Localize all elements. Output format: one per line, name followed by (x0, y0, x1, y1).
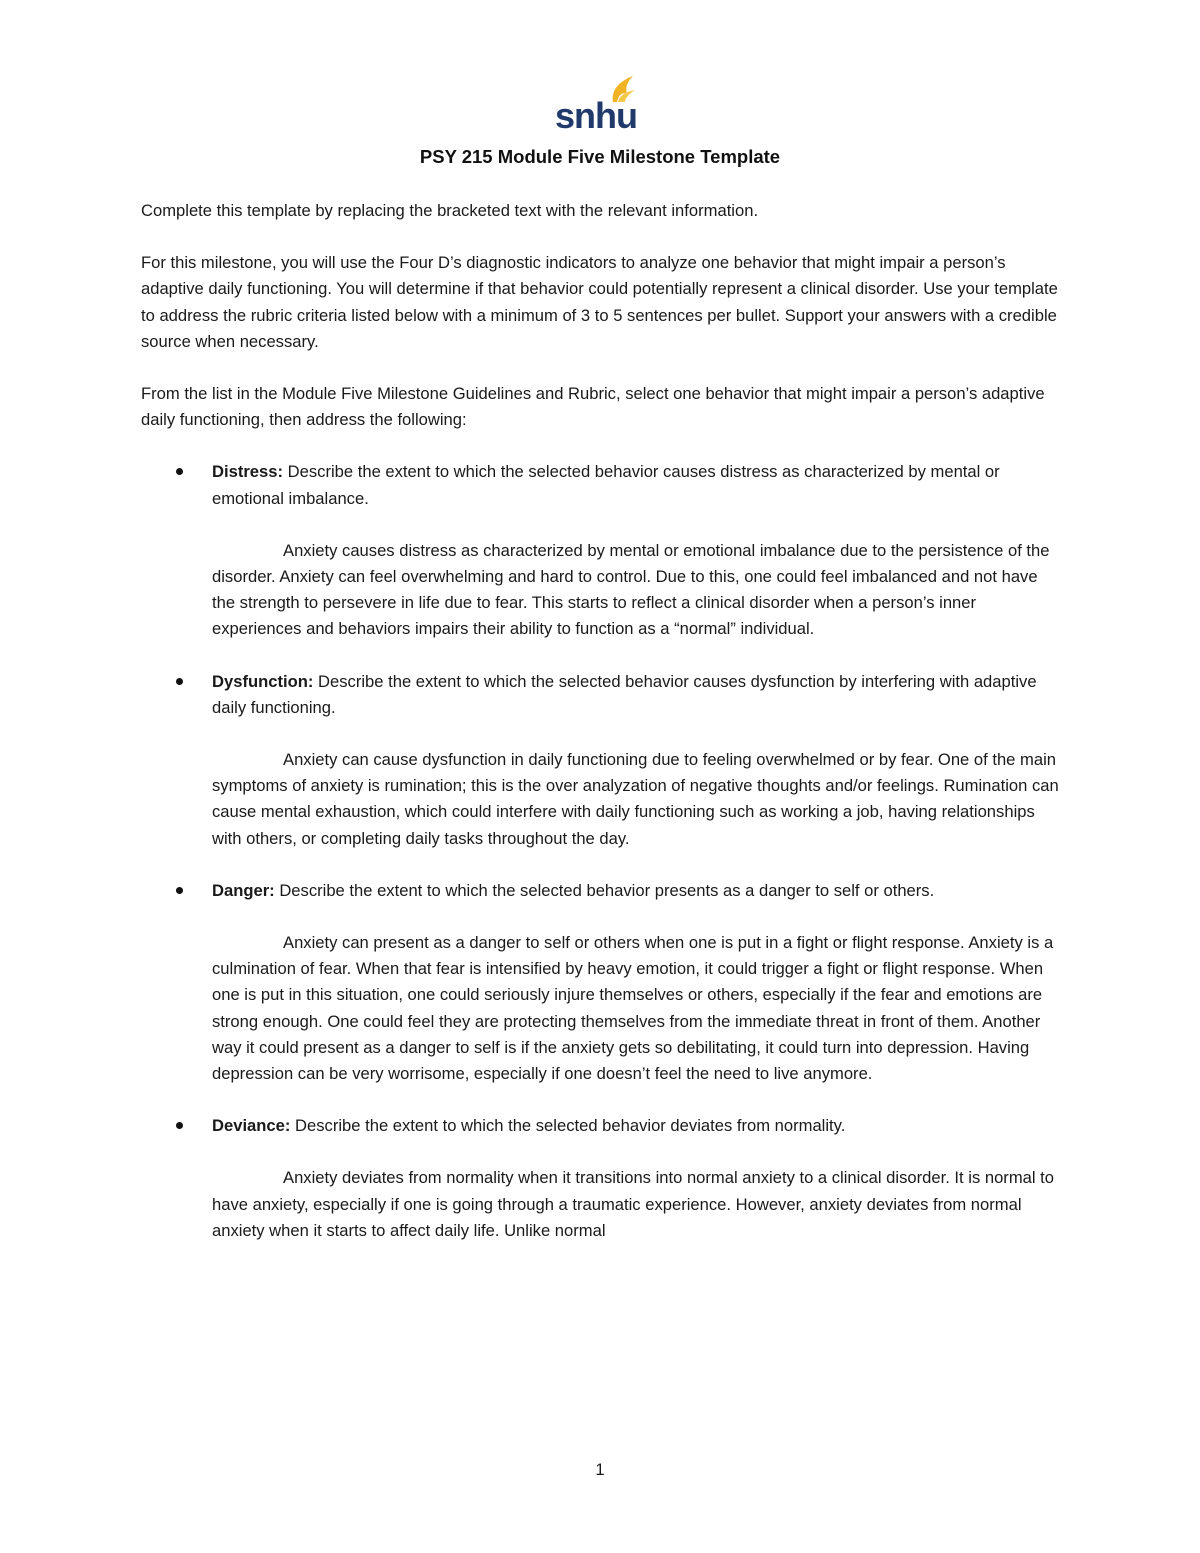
bullet-deviance (141, 1113, 1061, 1244)
bullet-dysfunction (141, 669, 1061, 852)
bullet-danger (141, 878, 1061, 1087)
milestone-description-paragraph: For this milestone, you will use the Four D’s diagnostic indicators to analyze one behavior that might impair a person’s adaptive daily functioning. You will determine if that behavior could potentially represent a clinical disorder. Use your template to address the rubric criteria listed below with a minimum of 3 to 5 sentences per bullet. Support your answers with a credible source when necessary. (141, 253, 1058, 351)
snhu-logo (555, 72, 639, 132)
bullet-distress (141, 459, 1061, 642)
bullet-prompt-text: Describe the extent to which the selected behavior causes distress as characterized by mental or emotional imbalance. (212, 462, 1000, 508)
selection-instructions-paragraph: From the list in the Module Five Milestone Guidelines and Rubric, select one behavior that might impair a person’s adaptive daily functioning, then address the following: (141, 384, 1045, 430)
bullet-icon (176, 678, 183, 685)
document-body (141, 198, 1061, 1270)
bullet-prompt (212, 669, 1061, 721)
bullet-icon (176, 1122, 183, 1129)
bullet-prompt-text: Describe the extent to which the selected behavior deviates from normality. (290, 1116, 846, 1136)
document-title: PSY 215 Module Five Milestone Template (419, 146, 781, 167)
bullet-answer: Anxiety can cause dysfunction in daily functioning due to feeling overwhelmed or by fear. One of the main symptoms of anxiety is rumination; this is the over analyzation of negative thoughts and/or feelings. Rumination can cause mental exhaustion, which could interfere with daily functioning such as working a job, having relationships with others, or completing daily tasks throughout the day. (212, 750, 1059, 848)
bullet-prompt (212, 1113, 1061, 1139)
bullet-prompt (212, 878, 1061, 904)
bullet-answer: Anxiety causes distress as characterized by mental or emotional imbalance due to the persistence of the disorder. Anxiety can feel overwhelming and hard to control. Due to this, one could feel imbalanced and not have the strength to persevere in life due to fear. This starts to reflect a clinical disorder when a person’s inner experiences and behaviors impairs their ability to function as a “normal” individual. (212, 540, 1050, 639)
bullet-icon (176, 468, 183, 475)
bullet-term: Distress: (212, 462, 284, 482)
bullet-icon (176, 887, 183, 894)
bullet-answer: Anxiety deviates from normality when it transitions into normal anxiety to a clinical disorder. It is normal to have anxiety, especially if one is going through a traumatic experience. However, anxiety deviates from normal anxiety when it starts to affect daily life. Unlike normal (212, 1168, 1055, 1240)
four-ds-list (141, 459, 1061, 1244)
bullet-answer: Anxiety can present as a danger to self or others when one is put in a fight or flight response. Anxiety is a culmination of fear. When that fear is intensified by heavy emotion, it could trigger a fight or flight response. When one is put in this situation, one could seriously injure themselves or others, especially if the fear and emotions are strong enough. One could feel they are protecting themselves from the immediate threat in front of them. Another way it could present as a danger to self is if the anxiety gets so debilitating, it could turn into depression. Having depression can be very worrisome, especially if one doesn’t feel the need to live anymore. (212, 933, 1054, 1084)
instruction-paragraph: Complete this template by replacing the bracketed text with the relevant information. (141, 201, 759, 220)
bullet-prompt-text: Describe the extent to which the selected behavior presents as a danger to self or others. (274, 880, 935, 900)
bullet-term: Dysfunction: (212, 671, 314, 691)
bullet-prompt (212, 459, 1061, 511)
svg-text:snhu: snhu (555, 95, 637, 132)
page-number: 1 (595, 1460, 605, 1479)
bullet-prompt-text: Describe the extent to which the selected behavior causes dysfunction by interfering with adaptive daily functioning. (212, 671, 1037, 717)
bullet-term: Deviance: (212, 1116, 291, 1136)
snhu-logo-graphic (555, 72, 639, 132)
bullet-term: Danger: (212, 880, 275, 900)
